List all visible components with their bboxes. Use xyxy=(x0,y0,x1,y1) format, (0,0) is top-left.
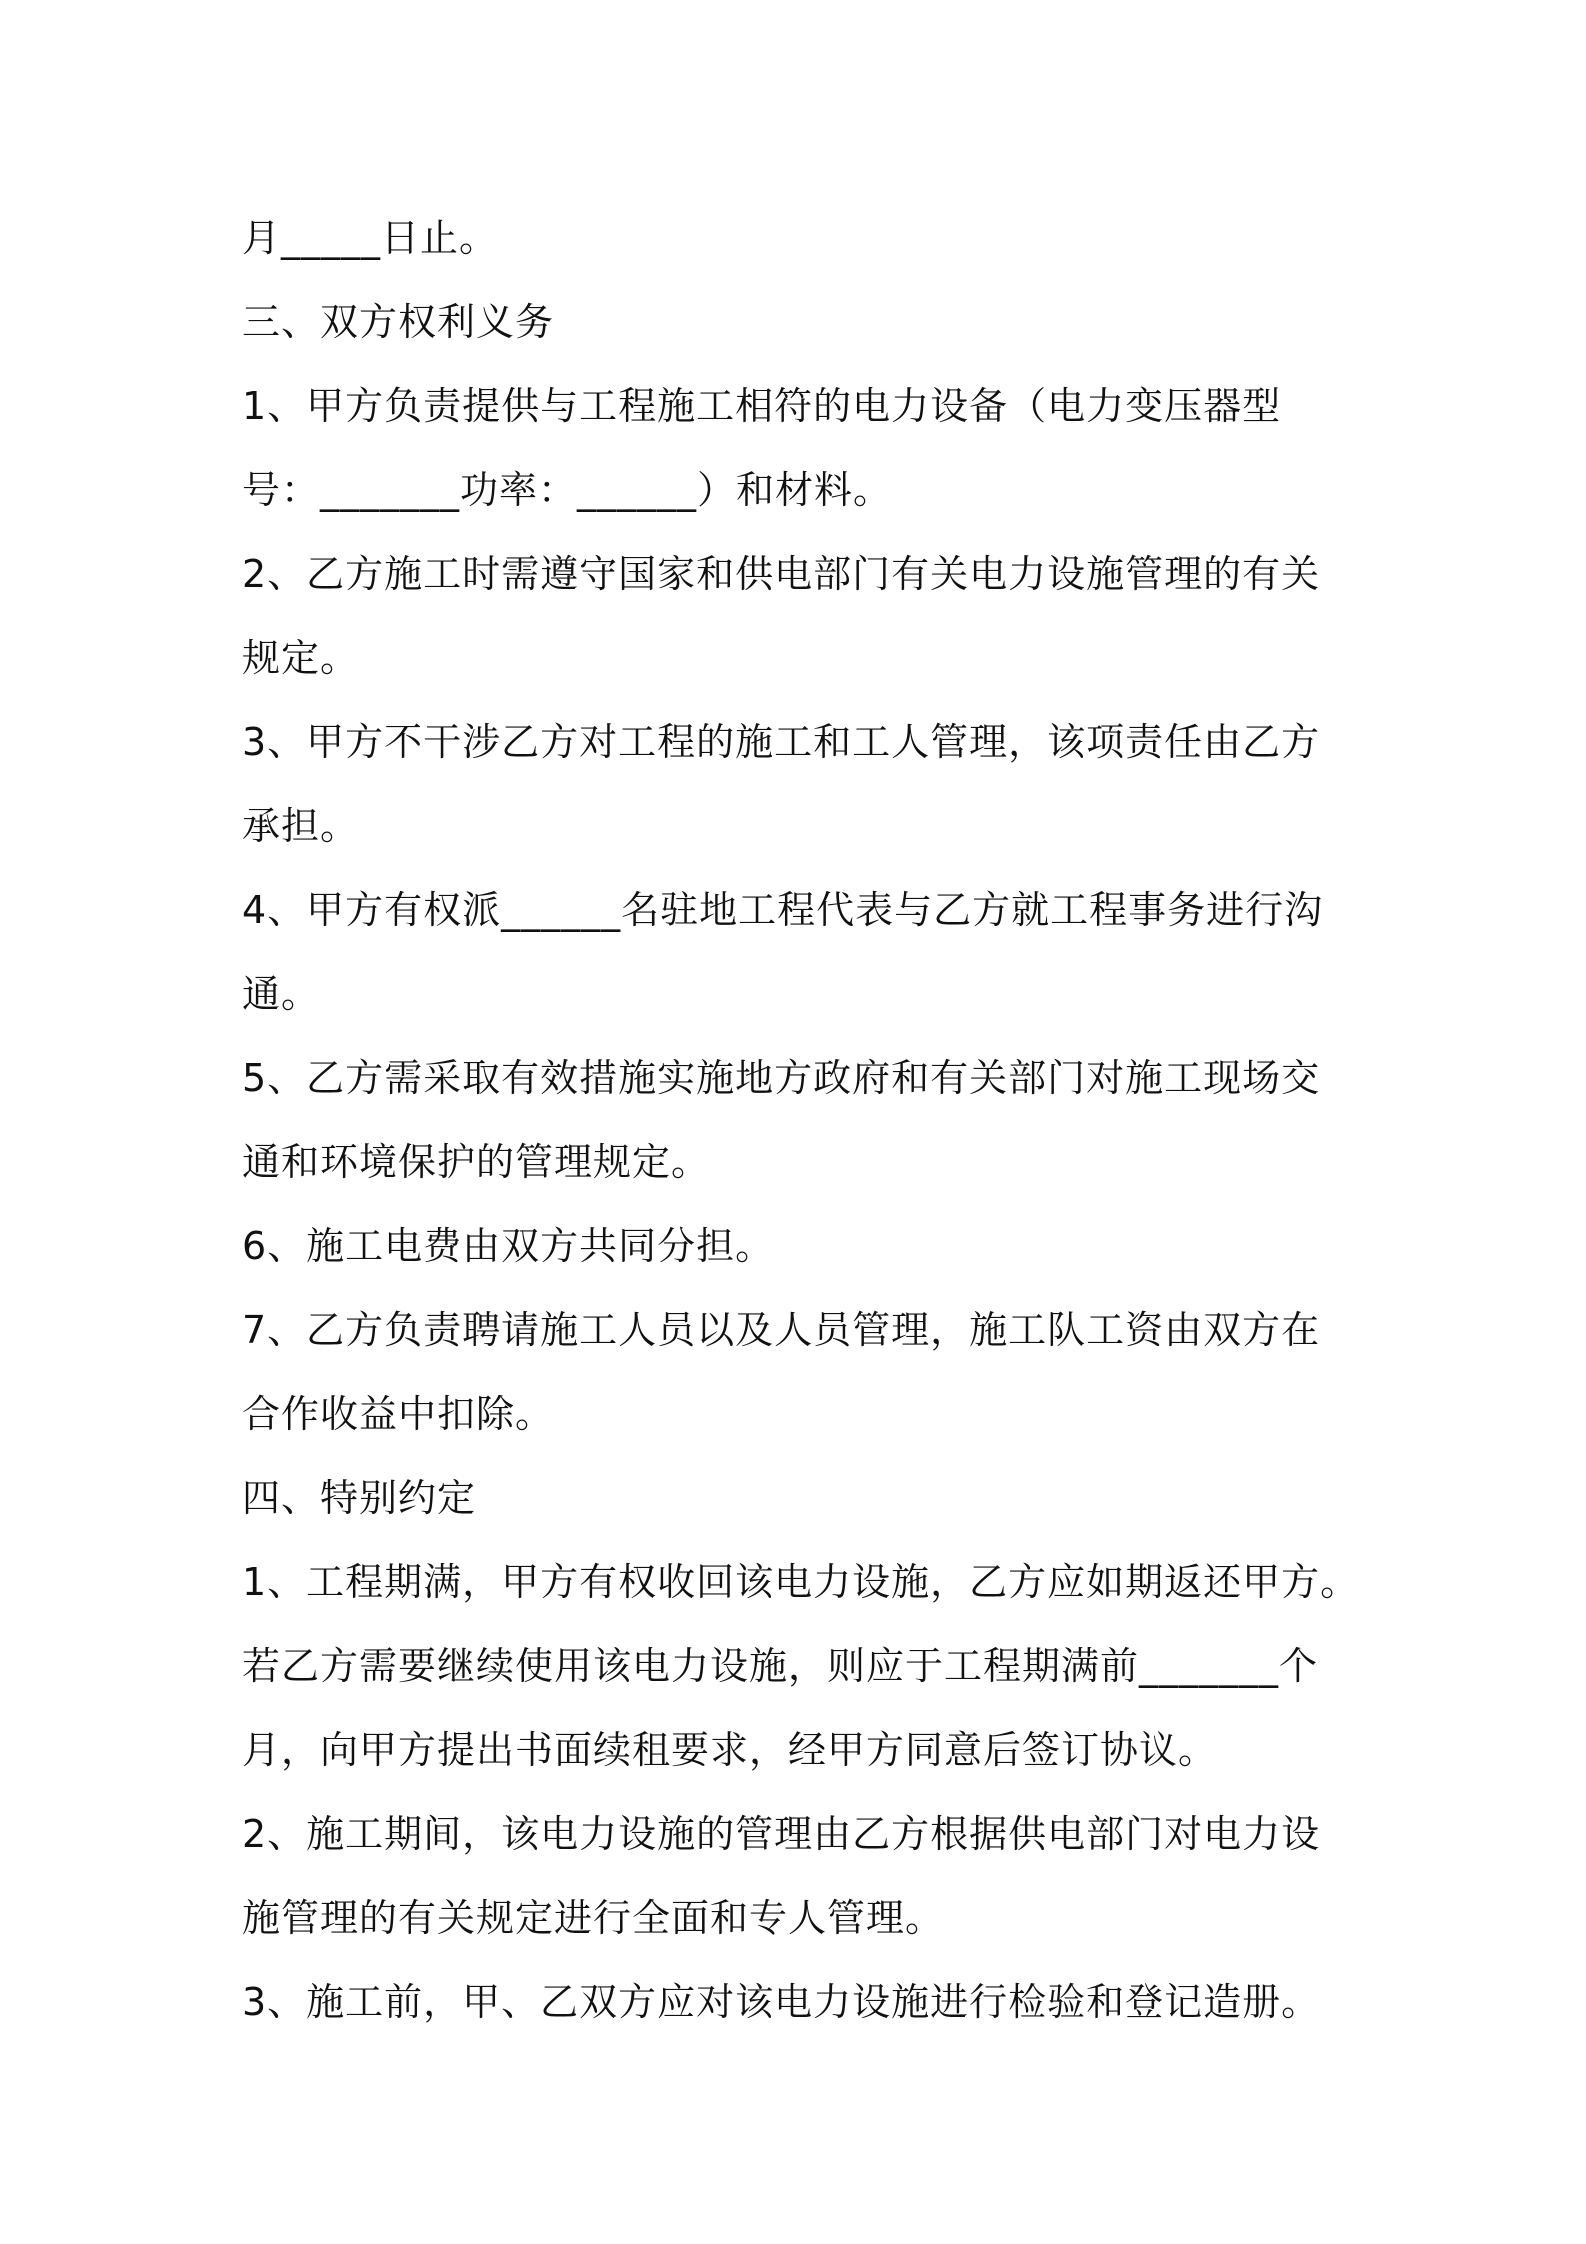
text-line: 2、乙方施工时需遵守国家和供电部门有关电力设施管理的有关 xyxy=(242,552,1321,596)
text-line: 承担。 xyxy=(242,804,360,848)
text-line: 4、甲方有权派______名驻地工程代表与乙方就工程事务进行沟 xyxy=(242,888,1324,932)
text-line: 若乙方需要继续使用该电力设施，则应于工程期满前_______个 xyxy=(242,1644,1319,1688)
text-line: 月_____日止。 xyxy=(242,216,499,260)
text-line: 合作收益中扣除。 xyxy=(242,1392,555,1436)
text-line: 1、工程期满，甲方有权收回该电力设施，乙方应如期返还甲方。 xyxy=(242,1560,1360,1604)
text-line: 7、乙方负责聘请施工人员以及人员管理，施工队工资由双方在 xyxy=(242,1308,1321,1352)
text-line: 1、甲方负责提供与工程施工相符的电力设备（电力变压器型 xyxy=(242,384,1282,428)
section-heading-special-agreement: 四、特别约定 xyxy=(242,1476,477,1520)
text-line: 月，向甲方提出书面续租要求，经甲方同意后签订协议。 xyxy=(242,1728,1218,1772)
text-line: 号：_______功率：______）和材料。 xyxy=(242,468,893,512)
text-line: 5、乙方需采取有效措施实施地方政府和有关部门对施工现场交 xyxy=(242,1056,1321,1100)
text-line: 3、甲方不干涉乙方对工程的施工和工人管理，该项责任由乙方 xyxy=(242,720,1321,764)
text-line: 2、施工期间，该电力设施的管理由乙方根据供电部门对电力设 xyxy=(242,1812,1321,1856)
document-body xyxy=(242,196,1382,2044)
text-line: 3、施工前，甲、乙双方应对该电力设施进行检验和登记造册。 xyxy=(242,1980,1321,2024)
text-line: 施管理的有关规定进行全面和专人管理。 xyxy=(242,1896,945,1940)
text-line: 通。 xyxy=(242,972,321,1016)
text-line: 规定。 xyxy=(242,636,360,680)
text-line: 通和环境保护的管理规定。 xyxy=(242,1140,711,1184)
section-heading-rights-obligations: 三、双方权利义务 xyxy=(242,300,555,344)
text-line: 6、施工电费由双方共同分担。 xyxy=(242,1224,775,1268)
